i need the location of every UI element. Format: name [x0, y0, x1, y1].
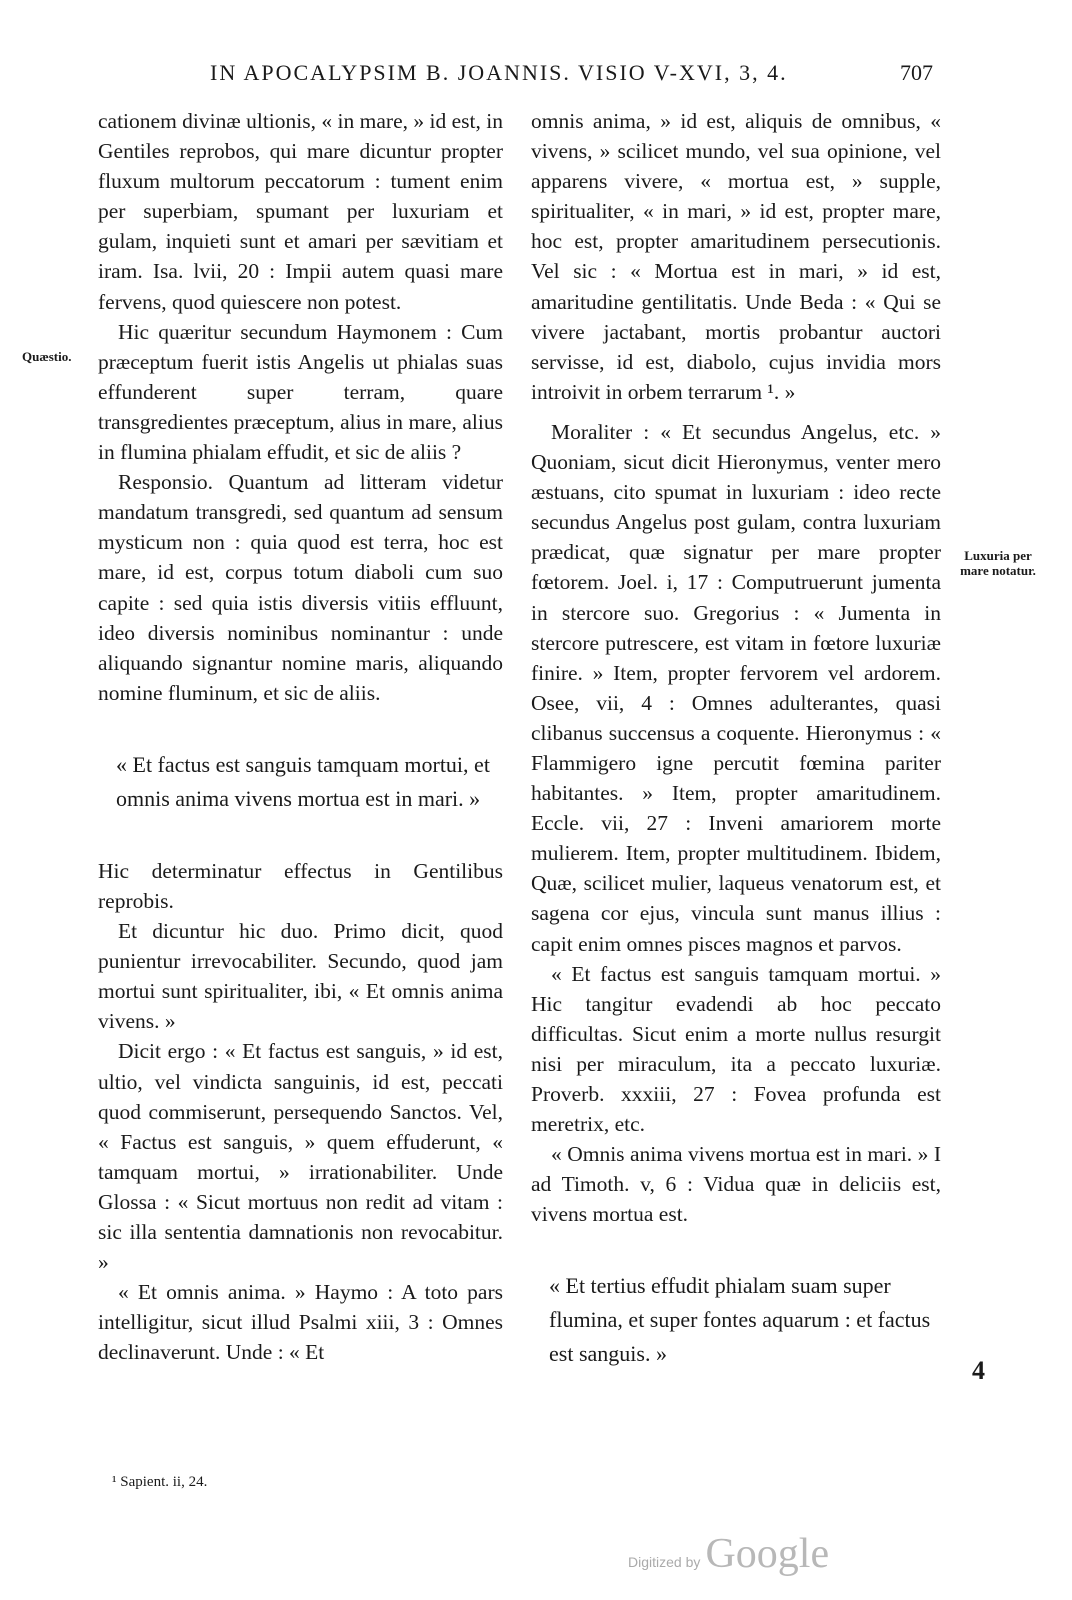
paragraph-quaestio: Hic quæritur secundum Haymonem : Cum præceptum fuerit istis Angelis ut phialas suas effunderent super terram, quare transgredientes præceptum, alius in mare, alius in flumina phialam effudit, et sic de aliis ?	[98, 319, 503, 465]
verse-quote: « Et tertius effudit phialam suam super flumina, et super fontes aquarum : et factus est sanguis. »	[549, 1273, 931, 1367]
paragraph: « Et factus est sanguis tamquam mortui. » Hic tangitur evadendi ab hoc peccato difficultas. Sicut enim a morte nullus resurgit nisi per miraculum, ita a peccato luxuriæ. Proverb. xxxiii, 27 : Fovea profunda est meretrix, etc.	[531, 961, 941, 1137]
paragraph: Dicit ergo : « Et factus est sanguis, » id est, ultio, vel vindicta sanguinis, id est, peccati quod commiserunt, persequendo Sanctos. Vel, « Factus est sanguis, » quem effuderunt, « tamquam mortui, » irrationabiliter. Unde Glossa : « Sicut mortuus non redit ad vitam : sic illa sententia damnationis non revocabitur. »	[98, 1039, 503, 1275]
paragraph: Et dicuntur hic duo. Primo dicit, quod punientur irrevocabiliter. Secundo, quod jam mortui sunt spiritualiter, ibi, « Et omnis anima vivens. »	[98, 919, 503, 1034]
verse-quote: « Et factus est sanguis tamquam mortui, et omnis anima vivens mortua est in mari. »	[116, 751, 490, 811]
paragraph: Hic determinatur effectus in Gentilibus reprobis.	[98, 858, 503, 913]
watermark-prefix: Digitized by	[628, 1554, 701, 1570]
verse-number: 4	[972, 1356, 985, 1385]
paragraph-moraliter: Moraliter : « Et secundus Angelus, etc. » Quoniam, sicut dicit Hieronymus, venter mero æstuans, cito spumat in luxuriam : ideo recte secundus Angelus post gulam, contra luxuriam prædicat, quæ signatur per mare propter fœtorem. Joel. i, 17 : Computruerunt jumenta in stercore suo. Gregorius : « Jumenta in stercore putrescere, est vitam in fœtore luxuriæ finire. » Item, propter fervorem vel ardorem. Osee, vii, 4 : Omnes adulterantes, quasi clibanus succensus a coquente. Hieronymus : « Flammigero igne percutit fœmina pariter habitantes. » Item, propter amaritudinem. Eccle. vii, 27 : Inveni amariorem morte mulierem. Item, propter multitudinem. Ibidem, Quæ, scilicet mulier, laqueus venatorum est, et sagena cor ejus, vincula sunt manus illius : capit enim omnes pisces magnos et parvos.	[531, 419, 941, 956]
paragraph-responsio: Responsio. Quantum ad litteram videtur mandatum transgredi, sed quantum ad sensum mysticum non : quia quod est terra, hoc est mare, id est, corpus totum diaboli cum suo capite : sed quia istis diversis vitiis effluunt, ideo diversis nominibus nominantur : unde aliquando signantur nomine maris, aliquando nomine fluminum, et sic de aliis.	[98, 470, 503, 705]
paragraph: cationem divinæ ultionis, « in mare, » id est, in Gentiles reprobos, qui mare dicuntur propter fluxum multorum peccatorum : tument enim per superbiam, spumant per luxuriam et gulam, inquieti sunt et amari per sævitiam et iram. Isa. lvii, 20 : Impii autem quasi mare fervens, quod quiescere non potest.	[98, 109, 503, 314]
footnote: ¹ Sapient. ii, 24.	[112, 1474, 208, 1490]
running-title: IN APOCALYPSIM B. JOANNIS. VISIO V-XVI, 3, 4.	[210, 60, 788, 85]
right-column	[531, 106, 941, 1371]
page-number: 707	[900, 60, 933, 85]
google-logo: Google	[705, 1531, 830, 1577]
margin-note-quaestio: Quæstio.	[22, 349, 72, 364]
paragraph: « Et omnis anima. » Haymo : A toto pars intelligitur, sicut illud Psalmi xiii, 3 : Omnes declinaverunt. Unde : « Et	[98, 1280, 503, 1365]
paragraph: « Omnis anima vivens mortua est in mari. » I ad Timoth. v, 6 : Vidua quæ in deliciis est, vivens mortua est.	[531, 1142, 941, 1227]
paragraph: omnis anima, » id est, aliquis de omnibus, « vivens, » scilicet mundo, vel sua opinione, vel apparens vivere, « mortua est, » supple, spiritualiter, « in mari, » id est, propter mare, hoc est, propter amaritudinem persecutionis. Vel sic : « Mortua est in mari, » id est, amaritudine gentilitatis. Unde Beda : « Qui se vivere jactabant, mortis probantur auctori servisse, id est, diabolo, cujus invidia mors introivit in orbem terrarum ¹. »	[531, 109, 941, 404]
left-column	[98, 106, 503, 1367]
margin-note-luxuria: Luxuria per mare notatur.	[960, 548, 1036, 578]
google-watermark	[628, 1530, 829, 1578]
